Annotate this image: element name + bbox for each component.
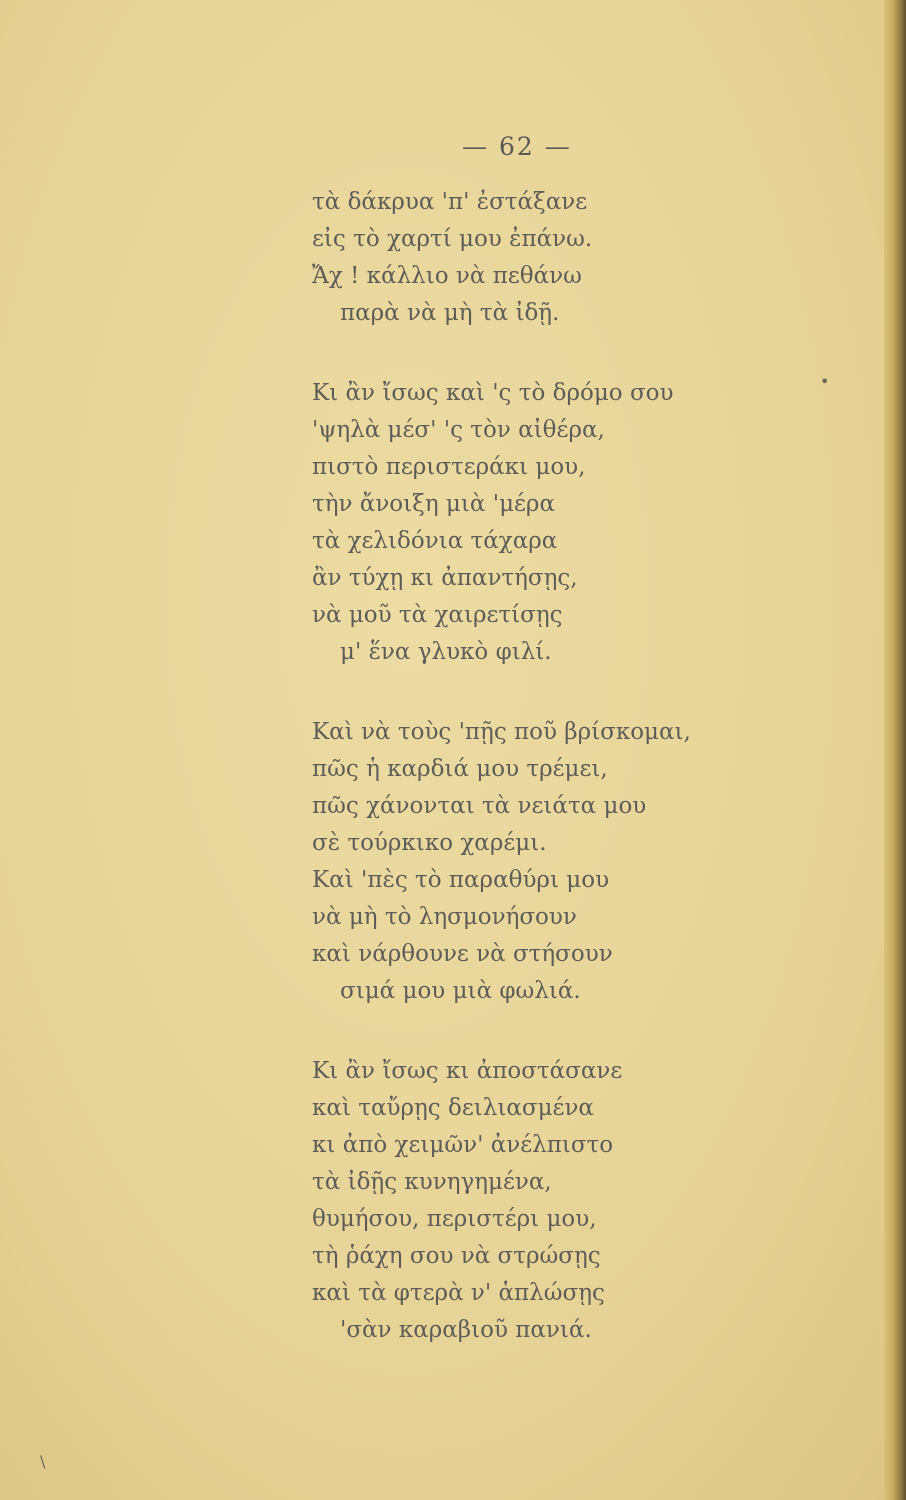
poem-line: σιμά μου μιὰ φωλιά. — [340, 978, 581, 1004]
poem-line: τὰ δάκρυα 'π' ἐστάξανε — [312, 189, 588, 215]
poem-line: νὰ μοῦ τὰ χαιρετίσῃς — [312, 602, 563, 628]
poem-line: τὴν ἄνοιξη μιὰ 'μέρα — [312, 491, 555, 517]
stanza-2 — [312, 375, 792, 671]
poem-line: πιστὸ περιστεράκι μου, — [312, 454, 586, 480]
poem-line: Κι ἂν ἴσως κι ἀποστάσανε — [312, 1058, 623, 1084]
poem-line: τὴ ῥάχη σου νὰ στρώσῃς — [312, 1243, 601, 1269]
poem-line: Ἄχ ! κάλλιο νὰ πεθάνω — [312, 263, 582, 289]
poem-line: Καὶ 'πὲς τὸ παραθύρι μου — [312, 867, 610, 893]
poem-line: θυμήσου, περιστέρι μου, — [312, 1206, 597, 1232]
poem-line: σὲ τούρκικο χαρέμι. — [312, 830, 547, 856]
poem-line: 'σὰν καραβιοῦ πανιά. — [340, 1317, 592, 1343]
poem-line: πῶς χάνονται τὰ νειάτα μου — [312, 793, 647, 819]
poem-line: Καὶ νὰ τοὺς 'πῇς ποῦ βρίσκομαι, — [312, 719, 691, 745]
page-number: — 62 — — [462, 132, 572, 161]
poem-line: καὶ ταὔρῃς δειλιασμένα — [312, 1095, 594, 1121]
poem-line: πῶς ἡ καρδιά μου τρέμει, — [312, 756, 608, 782]
pencil-mark: \ — [40, 1452, 46, 1471]
poem-text — [312, 184, 792, 1392]
poem-line: μ' ἕνα γλυκὸ φιλί. — [340, 639, 552, 665]
poem-line: νὰ μὴ τὸ λησμονήσουν — [312, 904, 577, 930]
poem-line: καὶ νάρθουνε νὰ στήσουν — [312, 941, 613, 967]
poem-line: κι ἀπὸ χειμῶν' ἀνέλπιστο — [312, 1132, 614, 1158]
stanza-3 — [312, 714, 792, 1010]
poem-line: τὰ ἰδῇς κυνηγημένα, — [312, 1169, 552, 1195]
stanza-1 — [312, 184, 792, 332]
poem-line: παρὰ νὰ μὴ τὰ ἰδῇ. — [340, 300, 560, 326]
poem-line: καὶ τὰ φτερὰ ν' ἁπλώσῃς — [312, 1280, 605, 1306]
poem-line: τὰ χελιδόνια τάχαρα — [312, 528, 558, 554]
page-binding-edge — [884, 0, 906, 1500]
poem-line: 'ψηλὰ μέσ' 'ς τὸν αἰθέρα, — [312, 417, 605, 443]
stanza-4 — [312, 1053, 792, 1349]
poem-line: εἰς τὸ χαρτί μου ἐπάνω. — [312, 226, 593, 252]
poem-line: Κι ἂν ἴσως καὶ 'ς τὸ δρόμο σου — [312, 380, 674, 406]
poem-line: ἂν τύχῃ κι ἀπαντήσῃς, — [312, 565, 578, 591]
ink-speck: • — [820, 372, 830, 391]
